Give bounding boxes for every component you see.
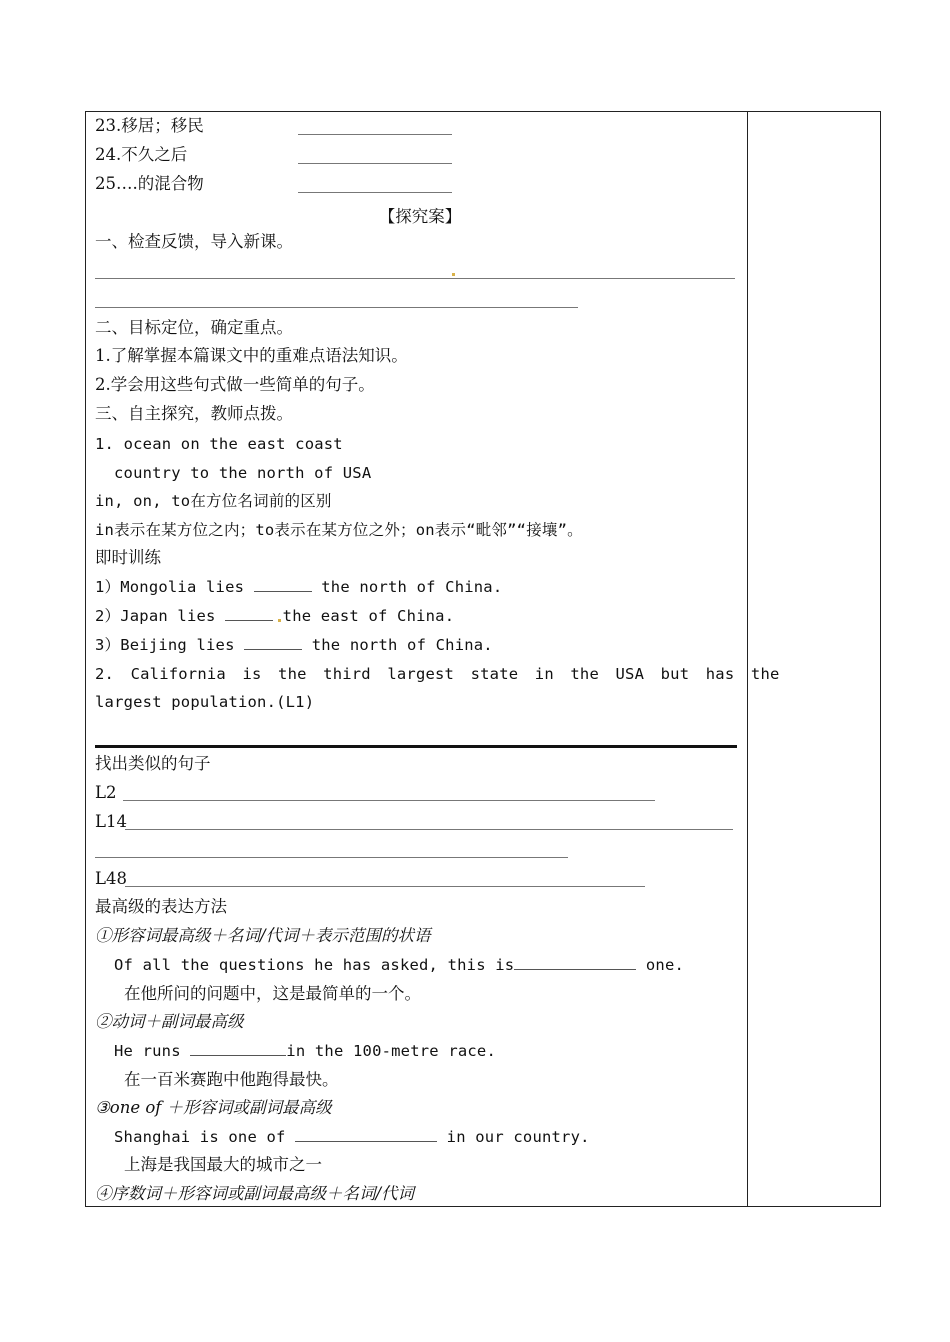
goal-2: 2.学会用这些句式做一些简单的句子。 [95, 375, 375, 394]
goal-1: 1.了解掌握本篇课文中的重难点语法知识。 [95, 346, 408, 365]
column-divider [747, 111, 748, 1207]
answer-line-2[interactable] [95, 307, 578, 308]
preposition-rule: in表示在某方位之内；to表示在某方位之外；on表示“毗邻”“接壤”。 [95, 521, 583, 539]
section-title: 【探究案】 [378, 207, 462, 226]
vocab-item-25: 25….的混合物 [95, 174, 204, 193]
rule-4: ④序数词＋形容词或副词最高级＋名词/代词 [95, 1184, 415, 1203]
rule-2-blank[interactable] [190, 1041, 286, 1056]
answer-line-l2[interactable] [123, 800, 655, 801]
step1-heading: 一、检查反馈，导入新课。 [95, 232, 293, 251]
answer-line-l14b[interactable] [95, 857, 568, 858]
vocab-item-23: 23.移居；移民 [95, 116, 204, 135]
rule-1-example: Of all the questions he has asked, this is one. [114, 956, 685, 974]
line-ref-l48: L48 [95, 869, 127, 888]
practice-blank-2[interactable] [225, 606, 273, 621]
practice-item-2: 2）Japan lies the east of China. [95, 607, 455, 625]
rule-3-translation: 上海是我国最大的城市之一 [124, 1155, 322, 1174]
section-separator [95, 745, 737, 748]
mark-dot [452, 273, 455, 276]
rule-2-example: He runs in the 100-metre race. [114, 1042, 496, 1060]
find-title: 找出类似的句子 [95, 754, 211, 773]
answer-line-l14[interactable] [125, 829, 733, 830]
rule-3: ③one of ＋形容词或副词最高级 [95, 1098, 332, 1117]
line-ref-l2: L2 [95, 783, 117, 802]
step2-heading: 二、目标定位，确定重点。 [95, 318, 293, 337]
practice-item-1: 1）Mongolia lies the north of China. [95, 578, 503, 596]
line-ref-l14: L14 [95, 812, 127, 831]
example-2-line2: largest population.(L1) [95, 693, 315, 711]
answer-line-l48[interactable] [125, 886, 645, 887]
vocab-item-24: 24.不久之后 [95, 145, 188, 164]
rule-1: ①形容词最高级＋名词/代词＋表示范围的状语 [95, 926, 431, 945]
step3-heading: 三、自主探究，教师点拨。 [95, 404, 293, 423]
rule-2-translation: 在一百米赛跑中他跑得最快。 [124, 1070, 339, 1089]
preposition-title: in, on, to在方位名词前的区别 [95, 492, 332, 510]
rule-1-blank[interactable] [514, 955, 636, 970]
vocab-blank-23[interactable] [298, 134, 452, 135]
practice-title: 即时训练 [95, 548, 161, 567]
answer-line-1[interactable] [95, 278, 735, 279]
practice-blank-3[interactable] [244, 635, 302, 650]
example-1b: country to the north of USA [114, 464, 372, 482]
vocab-blank-25[interactable] [298, 192, 452, 193]
practice-blank-1[interactable] [254, 577, 312, 592]
rule-3-blank[interactable] [295, 1127, 437, 1142]
rule-3-example: Shanghai is one of in our country. [114, 1128, 590, 1146]
example-2-line1: 2. California is the third largest state in the USA but has the [95, 665, 780, 683]
rule-1-translation: 在他所问的问题中，这是最简单的一个。 [124, 984, 421, 1003]
mark-dot [278, 619, 281, 622]
rule-2: ②动词＋副词最高级 [95, 1012, 244, 1031]
practice-item-3: 3）Beijing lies the north of China. [95, 636, 493, 654]
vocab-blank-24[interactable] [298, 163, 452, 164]
superlative-title: 最高级的表达方法 [95, 897, 227, 916]
example-1a: 1. ocean on the east coast [95, 435, 343, 453]
